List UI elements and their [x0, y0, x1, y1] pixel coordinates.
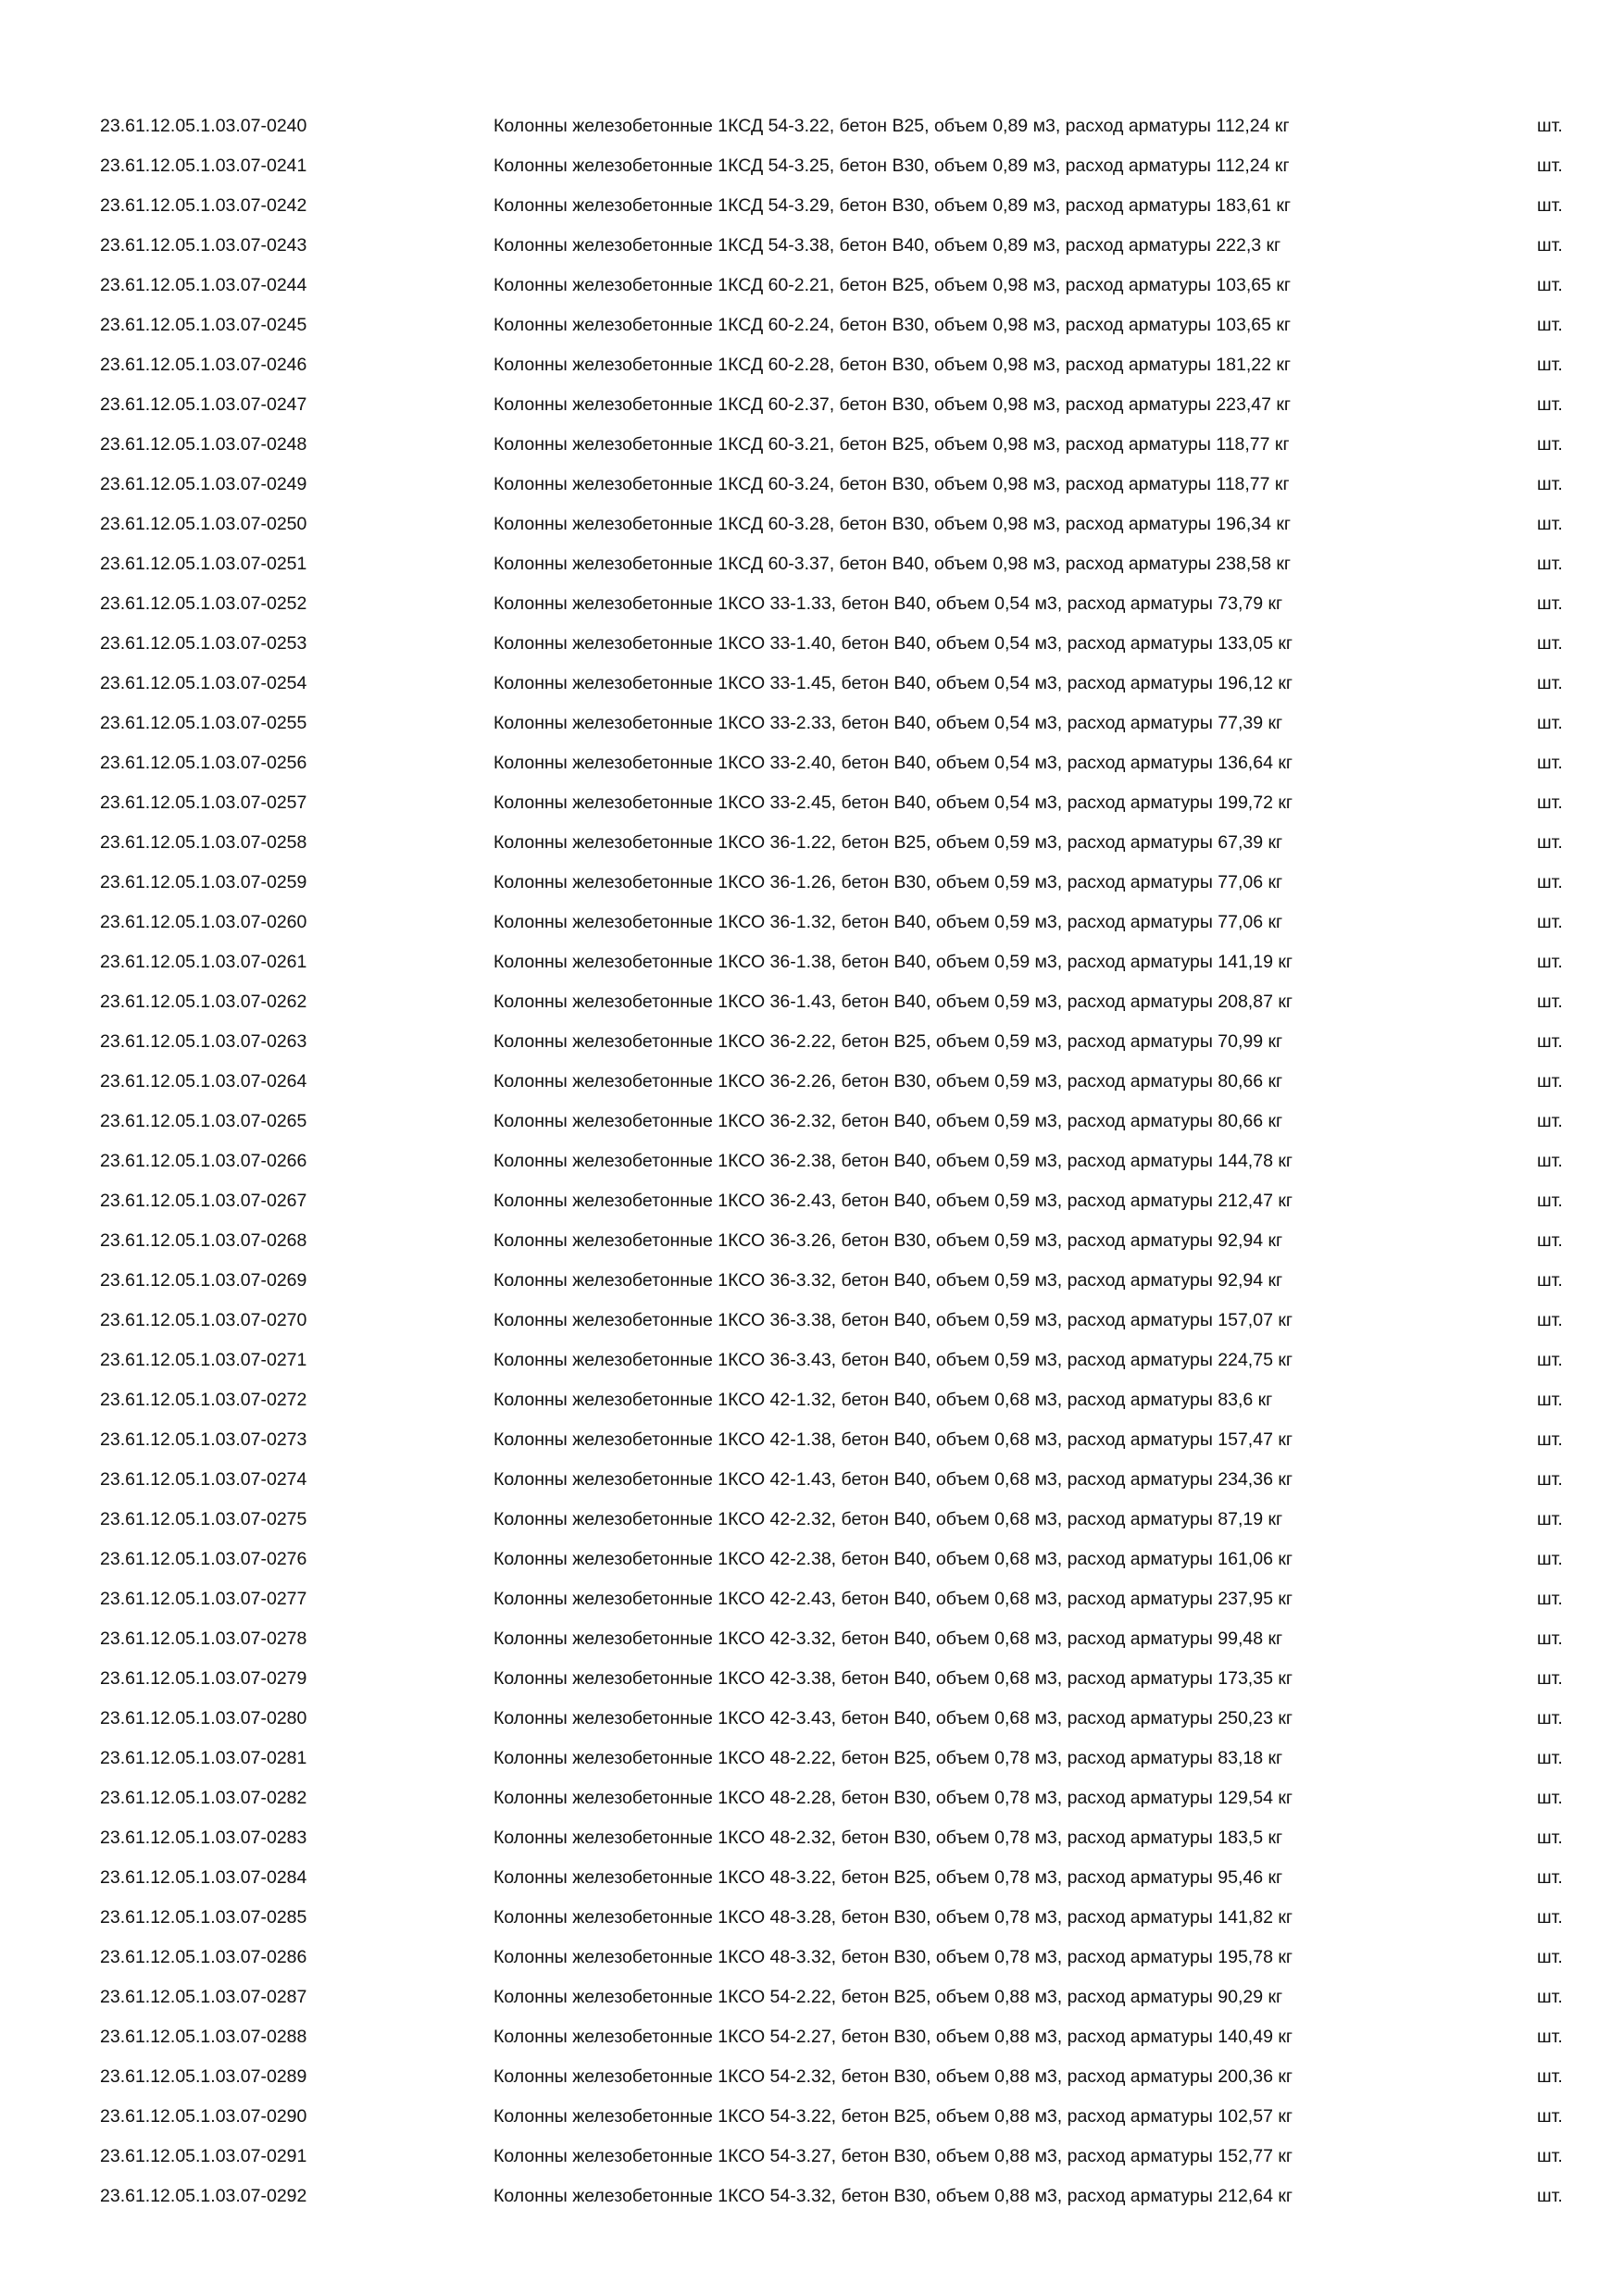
item-description: Колонны железобетонные 1КСО 36-2.26, бетон В30, объем 0,59 м3, расход арматуры 80,66 кг: [493, 1071, 1283, 1092]
table-row: [0, 1659, 1624, 1699]
item-code: 23.61.12.05.1.03.07-0240: [100, 116, 307, 136]
item-unit: шт.: [1537, 554, 1563, 574]
item-description: Колонны железобетонные 1КСО 36-3.26, бетон В30, объем 0,59 м3, расход арматуры 92,94 кг: [493, 1230, 1283, 1251]
table-row: [0, 226, 1624, 266]
item-code: 23.61.12.05.1.03.07-0282: [100, 1788, 307, 1808]
item-unit: шт.: [1537, 992, 1563, 1012]
item-unit: шт.: [1537, 952, 1563, 972]
item-code: 23.61.12.05.1.03.07-0273: [100, 1429, 307, 1450]
item-description: Колонны железобетонные 1КСО 42-2.38, бетон В40, объем 0,68 м3, расход арматуры 161,06 кг: [493, 1549, 1293, 1569]
item-unit: шт.: [1537, 1191, 1563, 1211]
item-unit: шт.: [1537, 1151, 1563, 1171]
item-unit: шт.: [1537, 275, 1563, 295]
item-code: 23.61.12.05.1.03.07-0281: [100, 1748, 307, 1768]
item-description: Колонны железобетонные 1КСО 54-2.32, бетон В30, объем 0,88 м3, расход арматуры 200,36 кг: [493, 2066, 1293, 2087]
item-code: 23.61.12.05.1.03.07-0254: [100, 673, 307, 693]
table-row: [0, 982, 1624, 1022]
table-row: [0, 1500, 1624, 1540]
item-unit: шт.: [1537, 315, 1563, 335]
item-code: 23.61.12.05.1.03.07-0264: [100, 1071, 307, 1092]
table-row: [0, 2097, 1624, 2137]
item-unit: шт.: [1537, 673, 1563, 693]
item-description: Колонны железобетонные 1КСО 42-3.38, бетон В40, объем 0,68 м3, расход арматуры 173,35 кг: [493, 1668, 1293, 1689]
table-row: [0, 1221, 1624, 1261]
item-unit: шт.: [1537, 912, 1563, 932]
table-row: [0, 942, 1624, 982]
item-description: Колонны железобетонные 1КСО 36-1.38, бетон В40, объем 0,59 м3, расход арматуры 141,19 кг: [493, 952, 1293, 972]
item-description: Колонны железобетонные 1КСО 54-2.22, бетон В25, объем 0,88 м3, расход арматуры 90,29 кг: [493, 1987, 1283, 2007]
table-row: [0, 1420, 1624, 1460]
table-row: [0, 1142, 1624, 1181]
item-description: Колонны железобетонные 1КСД 60-3.24, бетон В30, объем 0,98 м3, расход арматуры 118,77 кг: [493, 474, 1290, 494]
table-row: [0, 1818, 1624, 1858]
item-code: 23.61.12.05.1.03.07-0268: [100, 1230, 307, 1251]
item-code: 23.61.12.05.1.03.07-0263: [100, 1031, 307, 1052]
item-code: 23.61.12.05.1.03.07-0288: [100, 2027, 307, 2047]
item-description: Колонны железобетонные 1КСО 33-2.40, бетон В40, объем 0,54 м3, расход арматуры 136,64 кг: [493, 753, 1293, 773]
item-code: 23.61.12.05.1.03.07-0250: [100, 514, 307, 534]
item-unit: шт.: [1537, 1031, 1563, 1052]
item-code: 23.61.12.05.1.03.07-0244: [100, 275, 307, 295]
table-row: [0, 465, 1624, 505]
item-description: Колонны железобетонные 1КСО 36-2.32, бетон В40, объем 0,59 м3, расход арматуры 80,66 кг: [493, 1111, 1283, 1131]
item-code: 23.61.12.05.1.03.07-0242: [100, 195, 307, 216]
item-code: 23.61.12.05.1.03.07-0248: [100, 434, 307, 455]
table-row: [0, 2017, 1624, 2057]
item-unit: шт.: [1537, 753, 1563, 773]
item-code: 23.61.12.05.1.03.07-0277: [100, 1589, 307, 1609]
item-description: Колонны железобетонные 1КСО 48-3.22, бетон В25, объем 0,78 м3, расход арматуры 95,46 кг: [493, 1867, 1283, 1888]
table-row: [0, 1858, 1624, 1898]
item-code: 23.61.12.05.1.03.07-0247: [100, 394, 307, 415]
table-row: [0, 1380, 1624, 1420]
item-code: 23.61.12.05.1.03.07-0286: [100, 1947, 307, 1967]
item-code: 23.61.12.05.1.03.07-0241: [100, 156, 307, 176]
item-code: 23.61.12.05.1.03.07-0280: [100, 1708, 307, 1728]
item-code: 23.61.12.05.1.03.07-0276: [100, 1549, 307, 1569]
item-unit: шт.: [1537, 2186, 1563, 2206]
item-description: Колонны железобетонные 1КСО 48-2.32, бетон В30, объем 0,78 м3, расход арматуры 183,5 кг: [493, 1828, 1283, 1848]
table-row: [0, 1619, 1624, 1659]
item-unit: шт.: [1537, 792, 1563, 813]
table-row: [0, 1778, 1624, 1818]
table-row: [0, 146, 1624, 186]
item-description: Колонны железобетонные 1КСО 33-1.33, бетон В40, объем 0,54 м3, расход арматуры 73,79 кг: [493, 593, 1283, 614]
item-unit: шт.: [1537, 1310, 1563, 1330]
item-description: Колонны железобетонные 1КСО 33-2.33, бетон В40, объем 0,54 м3, расход арматуры 77,39 кг: [493, 713, 1283, 733]
item-unit: шт.: [1537, 1867, 1563, 1888]
table-row: [0, 1301, 1624, 1341]
table-row: [0, 584, 1624, 624]
item-description: Колонны железобетонные 1КСО 42-1.43, бетон В40, объем 0,68 м3, расход арматуры 234,36 кг: [493, 1469, 1293, 1490]
item-description: Колонны железобетонные 1КСО 42-3.43, бетон В40, объем 0,68 м3, расход арматуры 250,23 кг: [493, 1708, 1293, 1728]
table-row: [0, 186, 1624, 226]
item-unit: шт.: [1537, 1589, 1563, 1609]
item-code: 23.61.12.05.1.03.07-0284: [100, 1867, 307, 1888]
item-unit: шт.: [1537, 2027, 1563, 2047]
item-code: 23.61.12.05.1.03.07-0251: [100, 554, 307, 574]
item-code: 23.61.12.05.1.03.07-0245: [100, 315, 307, 335]
table-row: [0, 1739, 1624, 1778]
item-unit: шт.: [1537, 355, 1563, 375]
table-row: [0, 1938, 1624, 1978]
item-unit: шт.: [1537, 1469, 1563, 1490]
item-code: 23.61.12.05.1.03.07-0271: [100, 1350, 307, 1370]
table-row: [0, 1341, 1624, 1380]
item-description: Колонны железобетонные 1КСО 36-1.32, бетон В40, объем 0,59 м3, расход арматуры 77,06 кг: [493, 912, 1283, 932]
price-list-table: [0, 106, 1624, 2216]
item-unit: шт.: [1537, 1509, 1563, 1529]
item-code: 23.61.12.05.1.03.07-0272: [100, 1390, 307, 1410]
table-row: [0, 2177, 1624, 2216]
item-description: Колонны железобетонные 1КСО 36-3.38, бетон В40, объем 0,59 м3, расход арматуры 157,07 кг: [493, 1310, 1293, 1330]
item-unit: шт.: [1537, 474, 1563, 494]
item-description: Колонны железобетонные 1КСО 36-3.43, бетон В40, объем 0,59 м3, расход арматуры 224,75 кг: [493, 1350, 1293, 1370]
table-row: [0, 425, 1624, 465]
item-unit: шт.: [1537, 713, 1563, 733]
item-unit: шт.: [1537, 1828, 1563, 1848]
item-description: Колонны железобетонные 1КСО 36-2.43, бетон В40, объем 0,59 м3, расход арматуры 212,47 кг: [493, 1191, 1293, 1211]
table-row: [0, 783, 1624, 823]
item-unit: шт.: [1537, 1071, 1563, 1092]
item-description: Колонны железобетонные 1КСД 54-3.22, бетон В25, объем 0,89 м3, расход арматуры 112,24 кг: [493, 116, 1290, 136]
table-row: [0, 1460, 1624, 1500]
item-description: Колонны железобетонные 1КСД 54-3.25, бетон В30, объем 0,89 м3, расход арматуры 112,24 кг: [493, 156, 1290, 176]
item-unit: шт.: [1537, 1947, 1563, 1967]
item-unit: шт.: [1537, 116, 1563, 136]
item-description: Колонны железобетонные 1КСО 54-3.27, бетон В30, объем 0,88 м3, расход арматуры 152,77 кг: [493, 2146, 1293, 2166]
item-description: Колонны железобетонные 1КСО 36-1.22, бетон В25, объем 0,59 м3, расход арматуры 67,39 кг: [493, 832, 1283, 853]
item-code: 23.61.12.05.1.03.07-0269: [100, 1270, 307, 1291]
item-code: 23.61.12.05.1.03.07-0270: [100, 1310, 307, 1330]
item-description: Колонны железобетонные 1КСО 48-3.32, бетон В30, объем 0,78 м3, расход арматуры 195,78 кг: [493, 1947, 1293, 1967]
item-code: 23.61.12.05.1.03.07-0274: [100, 1469, 307, 1490]
table-row: [0, 385, 1624, 425]
item-unit: шт.: [1537, 1350, 1563, 1370]
table-row: [0, 1261, 1624, 1301]
item-unit: шт.: [1537, 1668, 1563, 1689]
item-unit: шт.: [1537, 1788, 1563, 1808]
item-code: 23.61.12.05.1.03.07-0292: [100, 2186, 307, 2206]
item-description: Колонны железобетонные 1КСО 42-3.32, бетон В40, объем 0,68 м3, расход арматуры 99,48 кг: [493, 1628, 1283, 1649]
item-description: Колонны железобетонные 1КСД 60-2.28, бетон В30, объем 0,98 м3, расход арматуры 181,22 кг: [493, 355, 1292, 375]
item-description: Колонны железобетонные 1КСД 60-3.21, бетон В25, объем 0,98 м3, расход арматуры 118,77 кг: [493, 434, 1290, 455]
item-unit: шт.: [1537, 832, 1563, 853]
item-description: Колонны железобетонные 1КСО 33-2.45, бетон В40, объем 0,54 м3, расход арматуры 199,72 кг: [493, 792, 1293, 813]
item-code: 23.61.12.05.1.03.07-0259: [100, 872, 307, 892]
item-description: Колонны железобетонные 1КСД 60-3.28, бетон В30, объем 0,98 м3, расход арматуры 196,34 кг: [493, 514, 1292, 534]
item-code: 23.61.12.05.1.03.07-0261: [100, 952, 307, 972]
item-description: Колонны железобетонные 1КСД 60-2.24, бетон В30, объем 0,98 м3, расход арматуры 103,65 кг: [493, 315, 1292, 335]
item-code: 23.61.12.05.1.03.07-0285: [100, 1907, 307, 1928]
item-description: Колонны железобетонные 1КСД 60-2.21, бетон В25, объем 0,98 м3, расход арматуры 103,65 кг: [493, 275, 1292, 295]
item-unit: шт.: [1537, 1708, 1563, 1728]
item-unit: шт.: [1537, 1111, 1563, 1131]
item-description: Колонны железобетонные 1КСО 36-2.38, бетон В40, объем 0,59 м3, расход арматуры 144,78 кг: [493, 1151, 1293, 1171]
item-unit: шт.: [1537, 1390, 1563, 1410]
item-description: Колонны железобетонные 1КСО 48-2.28, бетон В30, объем 0,78 м3, расход арматуры 129,54 кг: [493, 1788, 1293, 1808]
table-row: [0, 704, 1624, 743]
item-unit: шт.: [1537, 633, 1563, 654]
item-description: Колонны железобетонные 1КСО 42-2.43, бетон В40, объем 0,68 м3, расход арматуры 237,95 кг: [493, 1589, 1293, 1609]
item-code: 23.61.12.05.1.03.07-0287: [100, 1987, 307, 2007]
item-code: 23.61.12.05.1.03.07-0258: [100, 832, 307, 853]
item-unit: шт.: [1537, 1628, 1563, 1649]
table-row: [0, 505, 1624, 544]
item-description: Колонны железобетонные 1КСО 33-1.40, бетон В40, объем 0,54 м3, расход арматуры 133,05 кг: [493, 633, 1293, 654]
item-description: Колонны железобетонные 1КСО 42-1.38, бетон В40, объем 0,68 м3, расход арматуры 157,47 кг: [493, 1429, 1293, 1450]
item-code: 23.61.12.05.1.03.07-0283: [100, 1828, 307, 1848]
item-unit: шт.: [1537, 1748, 1563, 1768]
item-unit: шт.: [1537, 1907, 1563, 1928]
item-description: Колонны железобетонные 1КСО 36-1.26, бетон В30, объем 0,59 м3, расход арматуры 77,06 кг: [493, 872, 1283, 892]
item-description: Колонны железобетонные 1КСД 60-2.37, бетон В30, объем 0,98 м3, расход арматуры 223,47 кг: [493, 394, 1292, 415]
table-row: [0, 1540, 1624, 1579]
table-row: [0, 2137, 1624, 2177]
item-description: Колонны железобетонные 1КСО 36-1.43, бетон В40, объем 0,59 м3, расход арматуры 208,87 кг: [493, 992, 1293, 1012]
item-unit: шт.: [1537, 195, 1563, 216]
item-description: Колонны железобетонные 1КСО 33-1.45, бетон В40, объем 0,54 м3, расход арматуры 196,12 кг: [493, 673, 1293, 693]
item-code: 23.61.12.05.1.03.07-0289: [100, 2066, 307, 2087]
table-row: [0, 1022, 1624, 1062]
table-row: [0, 2057, 1624, 2097]
table-row: [0, 1102, 1624, 1142]
item-description: Колонны железобетонные 1КСО 48-3.28, бетон В30, объем 0,78 м3, расход арматуры 141,82 кг: [493, 1907, 1293, 1928]
item-unit: шт.: [1537, 156, 1563, 176]
item-code: 23.61.12.05.1.03.07-0266: [100, 1151, 307, 1171]
item-code: 23.61.12.05.1.03.07-0278: [100, 1628, 307, 1649]
item-unit: шт.: [1537, 2106, 1563, 2127]
item-description: Колонны железобетонные 1КСД 54-3.29, бетон В30, объем 0,89 м3, расход арматуры 183,61 кг: [493, 195, 1292, 216]
item-description: Колонны железобетонные 1КСО 54-2.27, бетон В30, объем 0,88 м3, расход арматуры 140,49 кг: [493, 2027, 1293, 2047]
item-code: 23.61.12.05.1.03.07-0262: [100, 992, 307, 1012]
item-unit: шт.: [1537, 2066, 1563, 2087]
item-description: Колонны железобетонные 1КСО 42-1.32, бетон В40, объем 0,68 м3, расход арматуры 83,6 кг: [493, 1390, 1273, 1410]
item-description: Колонны железобетонные 1КСО 36-3.32, бетон В40, объем 0,59 м3, расход арматуры 92,94 кг: [493, 1270, 1283, 1291]
item-description: Колонны железобетонные 1КСО 48-2.22, бетон В25, объем 0,78 м3, расход арматуры 83,18 кг: [493, 1748, 1283, 1768]
item-code: 23.61.12.05.1.03.07-0275: [100, 1509, 307, 1529]
item-unit: шт.: [1537, 593, 1563, 614]
item-unit: шт.: [1537, 434, 1563, 455]
item-code: 23.61.12.05.1.03.07-0243: [100, 235, 307, 256]
table-row: [0, 106, 1624, 146]
table-row: [0, 863, 1624, 903]
item-code: 23.61.12.05.1.03.07-0279: [100, 1668, 307, 1689]
item-code: 23.61.12.05.1.03.07-0249: [100, 474, 307, 494]
table-row: [0, 1978, 1624, 2017]
item-description: Колонны железобетонные 1КСО 54-3.22, бетон В25, объем 0,88 м3, расход арматуры 102,57 кг: [493, 2106, 1293, 2127]
table-row: [0, 1898, 1624, 1938]
item-code: 23.61.12.05.1.03.07-0252: [100, 593, 307, 614]
table-row: [0, 664, 1624, 704]
table-row: [0, 544, 1624, 584]
table-row: [0, 1699, 1624, 1739]
item-code: 23.61.12.05.1.03.07-0257: [100, 792, 307, 813]
item-unit: шт.: [1537, 1429, 1563, 1450]
item-unit: шт.: [1537, 235, 1563, 256]
item-code: 23.61.12.05.1.03.07-0256: [100, 753, 307, 773]
item-code: 23.61.12.05.1.03.07-0291: [100, 2146, 307, 2166]
item-description: Колонны железобетонные 1КСД 60-3.37, бетон В40, объем 0,98 м3, расход арматуры 238,58 кг: [493, 554, 1292, 574]
item-unit: шт.: [1537, 872, 1563, 892]
item-description: Колонны железобетонные 1КСО 54-3.32, бетон В30, объем 0,88 м3, расход арматуры 212,64 кг: [493, 2186, 1293, 2206]
item-unit: шт.: [1537, 2146, 1563, 2166]
table-row: [0, 306, 1624, 345]
table-row: [0, 1181, 1624, 1221]
item-description: Колонны железобетонные 1КСД 54-3.38, бетон В40, объем 0,89 м3, расход арматуры 222,3 кг: [493, 235, 1281, 256]
item-unit: шт.: [1537, 1549, 1563, 1569]
table-row: [0, 266, 1624, 306]
item-description: Колонны железобетонные 1КСО 42-2.32, бетон В40, объем 0,68 м3, расход арматуры 87,19 кг: [493, 1509, 1283, 1529]
item-code: 23.61.12.05.1.03.07-0246: [100, 355, 307, 375]
table-row: [0, 743, 1624, 783]
item-unit: шт.: [1537, 514, 1563, 534]
item-unit: шт.: [1537, 1987, 1563, 2007]
item-code: 23.61.12.05.1.03.07-0267: [100, 1191, 307, 1211]
table-row: [0, 823, 1624, 863]
table-row: [0, 624, 1624, 664]
item-code: 23.61.12.05.1.03.07-0253: [100, 633, 307, 654]
item-code: 23.61.12.05.1.03.07-0260: [100, 912, 307, 932]
table-row: [0, 345, 1624, 385]
item-unit: шт.: [1537, 1270, 1563, 1291]
item-unit: шт.: [1537, 394, 1563, 415]
item-code: 23.61.12.05.1.03.07-0255: [100, 713, 307, 733]
item-code: 23.61.12.05.1.03.07-0290: [100, 2106, 307, 2127]
item-unit: шт.: [1537, 1230, 1563, 1251]
item-code: 23.61.12.05.1.03.07-0265: [100, 1111, 307, 1131]
table-row: [0, 903, 1624, 942]
item-description: Колонны железобетонные 1КСО 36-2.22, бетон В25, объем 0,59 м3, расход арматуры 70,99 кг: [493, 1031, 1283, 1052]
table-row: [0, 1579, 1624, 1619]
table-row: [0, 1062, 1624, 1102]
